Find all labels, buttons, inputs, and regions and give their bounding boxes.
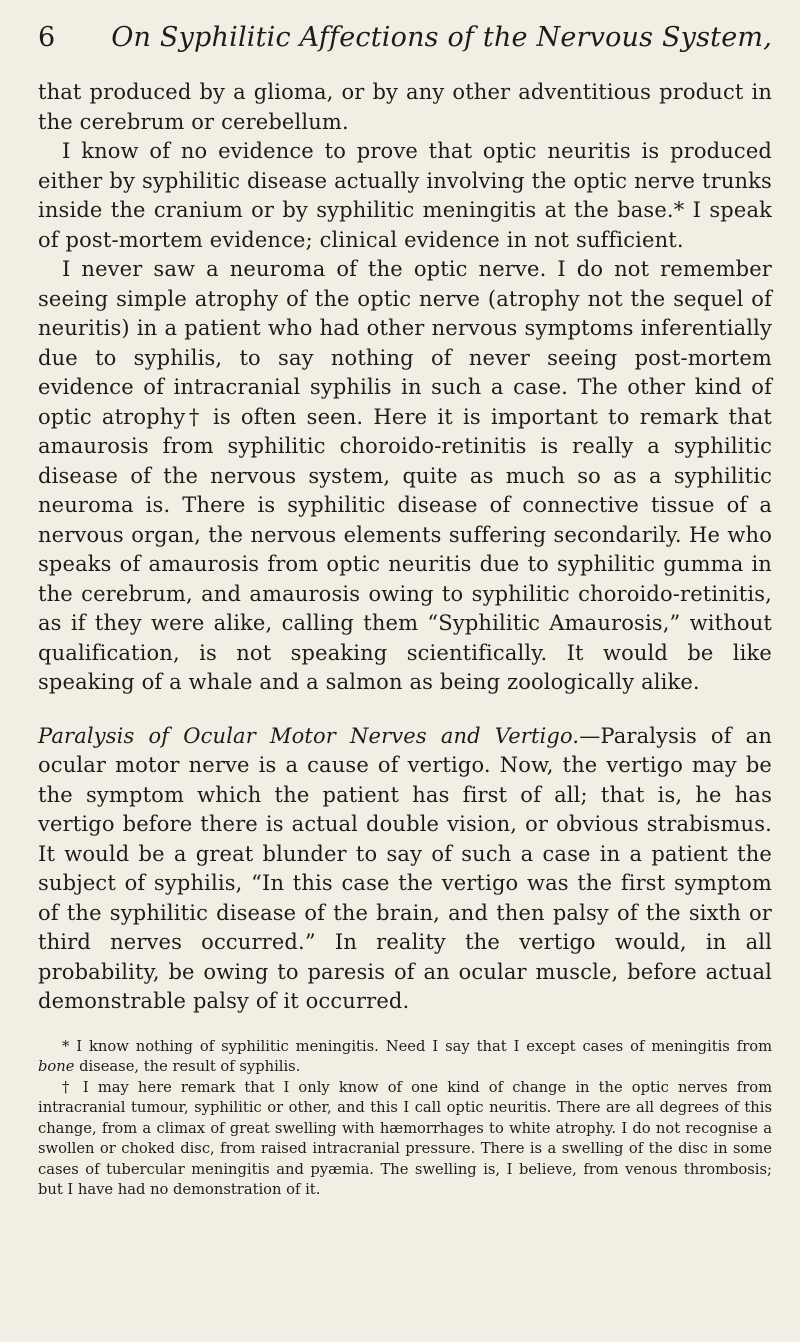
- section-title: Paralysis of Ocular Motor Nerves and Vertigo.: [38, 723, 580, 748]
- footnote: [38, 1037, 772, 1078]
- footnote-text: † I may here remark that I only know of one kind of change in the optic nerves from intracranial tumour, syphilitic or other, and this I call optic neuritis. There are all degrees of this change, from a climax of great swelling with hæmorrhages to white atrophy. I do not recognise a swollen or choked disc, from raised intracranial pressure. There is a swelling of the disc in some cases of tubercular meningitis and pyæmia. The swelling is, I believe, from venous thrombosis; but I have had no demonstration of it.: [38, 1078, 772, 1198]
- footnotes: [38, 1037, 772, 1201]
- footnote-emphasis: bone: [38, 1058, 75, 1075]
- book-page: [38, 22, 772, 1201]
- running-title: On Syphilitic Affections of the Nervous System,: [111, 22, 772, 53]
- footnote: [38, 1078, 772, 1201]
- page-header: [38, 22, 772, 64]
- main-text: [38, 78, 772, 1017]
- paragraph: I know of no evidence to prove that optic neuritis is produced either by syphilitic disease actually involving the optic nerve trunks inside the cranium or by syphilitic meningitis at the base.* I speak of post-mortem evidence; clinical evidence in not sufficient.: [38, 139, 772, 252]
- paragraph: I never saw a neuroma of the optic nerve. I do not remember seeing simple atrophy of the optic nerve (atrophy not the sequel of neuritis) in a patient who had other nervous symptoms inferentially due to syphilis, to say nothing of never seeing post-mortem evidence of intracranial syphilis in such a case. The other kind of optic atrophy† is often seen. Here it is important to remark that amaurosis from syphilitic choroido-retinitis is really a syphilitic disease of the nervous system, quite as much so as a syphilitic neuroma is. There is syphilitic disease of connective tissue of a nervous organ, the nervous elements suffering secondarily. He who speaks of amaurosis from optic neuritis due to syphilitic gumma in the cerebrum, and amaurosis owing to syphilitic choroido-retinitis, as if they were alike, calling them “Syphilitic Amaurosis,” without qualification, is not speaking scientifically. It would be like speaking of a whale and a salmon as being zoologically alike.: [38, 257, 772, 694]
- page-number: 6: [38, 22, 56, 53]
- paragraph: that produced by a glioma, or by any other adventitious product in the cerebrum or cerebellum.: [38, 80, 772, 134]
- section-text: —Paralysis of an ocular motor nerve is a cause of vertigo. Now, the vertigo may be the symptom which the patient has first of all; that is, he has vertigo before there is actual double vision, or obvious strabismus. It would be a great blunder to say of such a case in a patient the subject of syphilis, “In this case the vertigo was the first symptom of the syphilitic disease of the brain, and then palsy of the sixth or third nerves occurred.” In reality the vertigo would, in all probability, be owing to paresis of an ocular muscle, before actual demonstrable palsy of it occurred.: [38, 723, 773, 1013]
- footnote-text: * I know nothing of syphilitic meningitis. Need I say that I except cases of meningitis from: [62, 1037, 772, 1055]
- section-paragraph: [38, 722, 772, 1017]
- footnote-text: disease, the result of syphilis.: [74, 1058, 301, 1075]
